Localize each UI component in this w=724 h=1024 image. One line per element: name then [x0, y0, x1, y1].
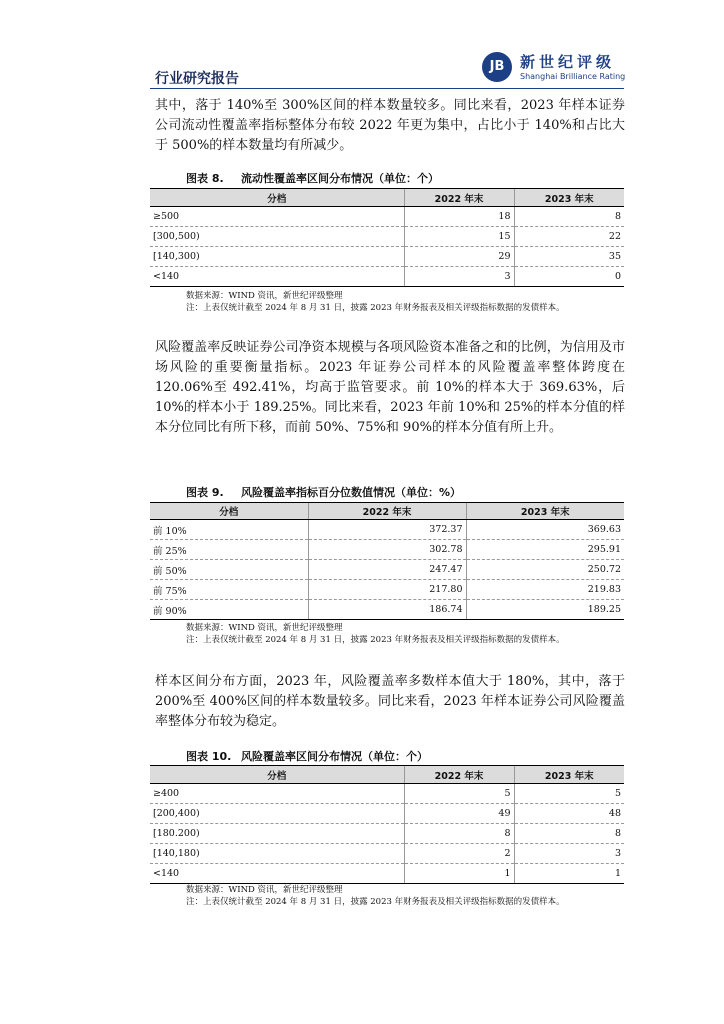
table-9-header-cell: 2022 年末	[308, 503, 466, 520]
table-10-number: 图表 10.	[186, 750, 232, 763]
table-cell: 8	[514, 207, 624, 227]
table-cell: 前 10%	[150, 520, 308, 540]
table-8-header-cell: 2023 年末	[514, 189, 624, 207]
table-cell: 0	[514, 267, 624, 287]
table-cell: [140,300)	[150, 247, 404, 267]
table-10-source: 数据来源：WIND 资讯，新世纪评级整理	[186, 885, 343, 895]
table-cell: ≥500	[150, 207, 404, 227]
table-cell: [300,500)	[150, 227, 404, 247]
table-row	[150, 844, 624, 864]
table-cell: 2	[404, 844, 514, 864]
report-header-title: 行业研究报告	[155, 71, 239, 87]
table-9-header-cell: 分档	[150, 503, 308, 520]
table-row	[150, 824, 624, 844]
table-row	[150, 580, 624, 600]
paragraph-2: 风险覆盖率反映证券公司净资本规模与各项风险资本准备之和的比例，为信用及市场风险的重要衡量指标。2023 年证券公司样本的风险覆盖率整体跨度在 120.06%至 492.41%，均高于监管要求。前 10%的样本大于 369.63%，后 10%的样本小于 189.25%。同比来看，2023 年前 10%和 25%的样本分值的样本分位同比有所下移，而前 50%、75%和 90%的样本分值有所上升。	[155, 340, 625, 435]
table-cell: <140	[150, 267, 404, 287]
table-cell: 189.25	[466, 600, 624, 620]
table-cell: 3	[404, 267, 514, 287]
table-cell: 1	[514, 864, 624, 884]
paragraph-1: 其中，落于 140%至 300%区间的样本数量较多。同比来看，2023 年样本证券公司流动性覆盖率指标整体分布较 2022 年更为集中，占比小于 140%和占比大于 500%的样本数量均有所减少。	[155, 98, 625, 153]
table-9-number: 图表 9.	[186, 486, 224, 499]
table-9-note: 注：上表仅统计截至 2024 年 8 月 31 日，披露 2023 年财务报表及相关评级指标数据的发债样本。	[186, 635, 565, 645]
table-8	[150, 188, 624, 287]
table-cell: 5	[514, 784, 624, 804]
table-cell: ≥400	[150, 784, 404, 804]
table-9-title: 风险覆盖率指标百分位数值情况（单位：%）	[241, 486, 462, 499]
table-10-header-row	[150, 766, 624, 784]
table-10-header-cell: 分档	[150, 766, 404, 784]
table-cell: 217.80	[308, 580, 466, 600]
table-cell: 247.47	[308, 560, 466, 580]
table-cell: 8	[514, 824, 624, 844]
table-row	[150, 864, 624, 884]
table-cell: 48	[514, 804, 624, 824]
table-8-caption	[186, 170, 439, 186]
table-row	[150, 247, 624, 267]
table-cell: 前 75%	[150, 580, 308, 600]
table-8-number: 图表 8.	[186, 172, 224, 185]
table-cell: 369.63	[466, 520, 624, 540]
table-cell: 29	[404, 247, 514, 267]
table-9	[150, 502, 624, 620]
paragraph-3: 样本区间分布方面，2023 年，风险覆盖率多数样本值大于 180%，其中，落于 200%至 400%区间的样本数量较多。同比来看，2023 年样本证券公司风险覆盖率整体分布较为稳定。	[155, 674, 625, 729]
table-cell: <140	[150, 864, 404, 884]
table-row	[150, 560, 624, 580]
table-cell: 250.72	[466, 560, 624, 580]
table-8-header-cell: 分档	[150, 189, 404, 207]
table-cell: 295.91	[466, 540, 624, 560]
table-row	[150, 520, 624, 540]
table-cell: 前 25%	[150, 540, 308, 560]
header-divider	[150, 88, 624, 89]
table-cell: 22	[514, 227, 624, 247]
table-8-source: 数据来源：WIND 资讯，新世纪评级整理	[186, 291, 343, 301]
table-10-header-cell: 2022 年末	[404, 766, 514, 784]
table-10-caption	[186, 748, 428, 764]
table-row	[150, 540, 624, 560]
logo-chinese-name: 新世纪评级	[520, 53, 616, 71]
table-cell: 186.74	[308, 600, 466, 620]
table-cell: 49	[404, 804, 514, 824]
table-cell: 18	[404, 207, 514, 227]
company-logo	[482, 50, 626, 86]
logo-emblem-icon	[482, 52, 512, 82]
table-cell: 302.78	[308, 540, 466, 560]
table-cell: 前 90%	[150, 600, 308, 620]
table-cell: 1	[404, 864, 514, 884]
table-8-header-cell: 2022 年末	[404, 189, 514, 207]
table-cell: [180.200)	[150, 824, 404, 844]
table-cell: 5	[404, 784, 514, 804]
table-10-header-cell: 2023 年末	[514, 766, 624, 784]
table-cell: 3	[514, 844, 624, 864]
table-cell: 15	[404, 227, 514, 247]
table-row	[150, 804, 624, 824]
table-10	[150, 765, 624, 884]
table-cell: 8	[404, 824, 514, 844]
table-cell: 219.83	[466, 580, 624, 600]
table-cell: [140,180)	[150, 844, 404, 864]
table-row	[150, 207, 624, 227]
logo-mark: JB	[489, 59, 505, 74]
table-row	[150, 227, 624, 247]
table-row	[150, 600, 624, 620]
table-9-caption	[186, 484, 461, 500]
table-cell: [200,400)	[150, 804, 404, 824]
table-10-note: 注：上表仅统计截至 2024 年 8 月 31 日，披露 2023 年财务报表及相关评级指标数据的发债样本。	[186, 897, 565, 907]
table-10-title: 风险覆盖率区间分布情况（单位：个）	[241, 750, 428, 763]
table-row	[150, 784, 624, 804]
table-9-header-cell: 2023 年末	[466, 503, 624, 520]
table-9-header-row	[150, 503, 624, 520]
logo-english-name: Shanghai Brilliance Rating	[520, 72, 626, 81]
table-8-header-row	[150, 189, 624, 207]
table-9-source: 数据来源：WIND 资讯，新世纪评级整理	[186, 623, 343, 633]
table-cell: 前 50%	[150, 560, 308, 580]
table-8-title: 流动性覆盖率区间分布情况（单位：个）	[241, 172, 439, 185]
table-cell: 35	[514, 247, 624, 267]
table-8-note: 注：上表仅统计截至 2024 年 8 月 31 日，披露 2023 年财务报表及相关评级指标数据的发债样本。	[186, 303, 565, 313]
table-row	[150, 267, 624, 287]
table-cell: 372.37	[308, 520, 466, 540]
